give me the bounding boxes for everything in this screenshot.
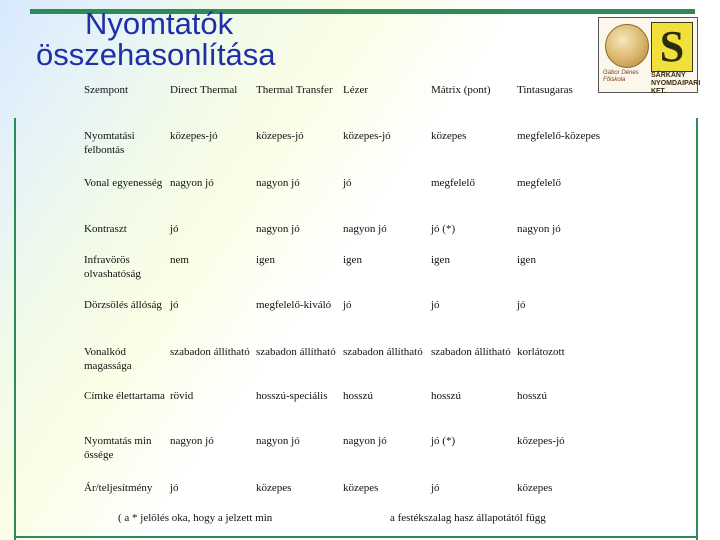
table-cell: szabadon állítható (170, 346, 250, 358)
table-cell: közepes (431, 130, 467, 142)
table-cell: nagyon jó (256, 223, 300, 235)
table-cell: nem (170, 254, 189, 266)
title-line-1: Nyomtatók (85, 6, 234, 41)
table-cell: rövid (170, 390, 194, 402)
table-cell: közepes-jó (517, 435, 565, 447)
table-cell: hosszú (431, 390, 461, 402)
table-cell: jó (170, 482, 179, 494)
table-cell: jó (343, 177, 352, 189)
table-cell: igen (517, 254, 536, 266)
table-cell: közepes-jó (170, 130, 218, 142)
row-label: Kontraszt (84, 223, 127, 235)
table-cell: nagyon jó (517, 223, 561, 235)
table-cell: szabadon állítható (343, 346, 423, 358)
footnote-right: a festékszalag hasz állapotától függ (390, 512, 546, 524)
table-cell: közepes-jó (343, 130, 391, 142)
table-cell: szabadon állítható (256, 346, 336, 358)
table-cell: közepes (343, 482, 379, 494)
table-cell: hosszú (343, 390, 373, 402)
company-logo (598, 17, 701, 95)
table-cell: nagyon jó (343, 223, 387, 235)
table-cell: igen (343, 254, 362, 266)
table-cell: igen (256, 254, 275, 266)
logo-caption-right: SÁRKÁNY NYOMDAIPARI KFT. (651, 72, 701, 95)
table-cell: igen (431, 254, 450, 266)
s-letter-logo: S (651, 22, 693, 72)
row-label: Ár/teljesítmény (84, 482, 153, 494)
table-cell: közepes (517, 482, 553, 494)
row-label: Vonal egyenesség (84, 177, 163, 189)
table-cell: megfelelő-kiváló (256, 299, 332, 311)
table-cell: jó (431, 482, 440, 494)
table-cell: megfelelő-közepes (517, 130, 601, 142)
table-cell: jó (*) (431, 223, 456, 235)
header-lezer: Lézer (343, 84, 369, 96)
table-cell: korlátozott (517, 346, 565, 358)
table-cell: nagyon jó (170, 435, 214, 447)
table-cell: megfelelő (517, 177, 561, 189)
table-cell: jó (343, 299, 352, 311)
table-cell: jó (517, 299, 526, 311)
row-label: Címke élettartama (84, 390, 165, 402)
title-line-2: összehasonlítása (36, 37, 276, 72)
table-cell: megfelelő (431, 177, 475, 189)
row-label: Vonalkód magassága (84, 346, 132, 372)
row-label: Infravörös olvashatóság (84, 254, 141, 280)
page-title (30, 8, 390, 70)
row-label: Nyomtatás min őssége (84, 435, 152, 461)
table-cell: jó (170, 223, 179, 235)
table-cell: jó (*) (431, 435, 456, 447)
table-cell: jó (431, 299, 440, 311)
table-cell: hosszú-speciális (256, 390, 328, 402)
header-matrix: Mátrix (pont) (431, 84, 491, 96)
row-label: Dörzsölés állóság (84, 299, 162, 311)
table-frame-bottom (14, 536, 698, 538)
globe-icon (605, 24, 649, 68)
header-tintasugaras: Tintasugaras (517, 84, 573, 96)
header-thermal-transfer: Thermal Transfer (256, 84, 333, 96)
table-cell: nagyon jó (256, 435, 300, 447)
table-cell: közepes (256, 482, 292, 494)
footnote-left: ( a * jelölés oka, hogy a jelzett min (118, 512, 273, 524)
table-cell: közepes-jó (256, 130, 304, 142)
row-label: Nyomtatási felbontás (84, 130, 135, 156)
table-cell: jó (170, 299, 179, 311)
header-szempont: Szempont (84, 84, 128, 96)
table-cell: hosszú (517, 390, 547, 402)
header-direct-thermal: Direct Thermal (170, 84, 238, 96)
table-cell: nagyon jó (170, 177, 214, 189)
table-cell: nagyon jó (256, 177, 300, 189)
table-cell: szabadon állítható (431, 346, 511, 358)
table-cell: nagyon jó (343, 435, 387, 447)
logo-caption-left: Gábor Dénes Főiskola (603, 70, 639, 83)
